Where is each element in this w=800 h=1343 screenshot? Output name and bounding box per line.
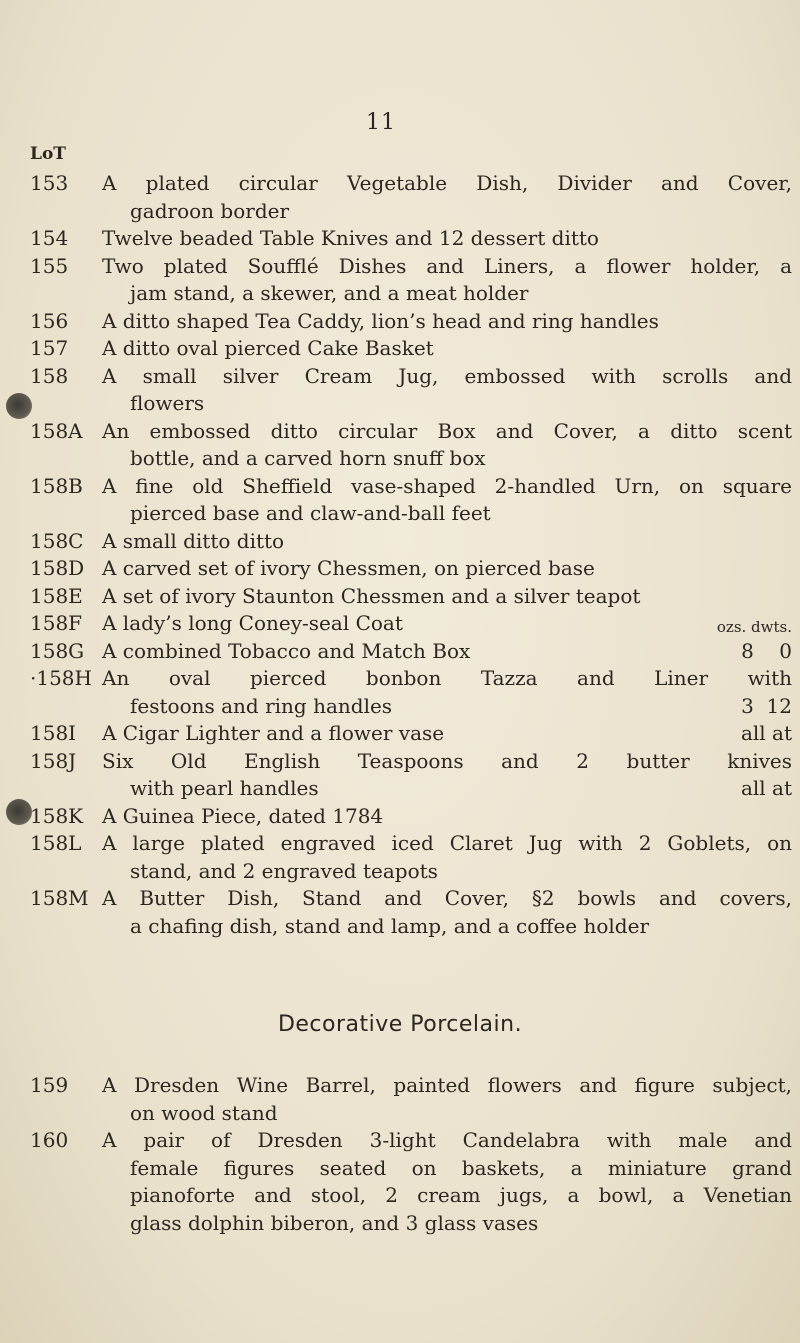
lot-entry <box>30 225 792 253</box>
description-line: A set of ivory Staunton Chessmen and a silver teapot <box>102 583 641 608</box>
lot-weight: all at <box>740 721 792 745</box>
description-line: A ditto shaped Tea Caddy, lion’s head and ring handles <box>102 308 659 333</box>
lot-entry <box>30 748 792 803</box>
lot-number: 158K <box>30 803 84 828</box>
lot-description <box>102 885 792 940</box>
lot-description <box>102 803 792 831</box>
description-line: on wood stand <box>130 1100 278 1125</box>
description-line: A plated circular Vegetable Dish, Divider and Cover, <box>102 171 792 195</box>
lot-entry <box>30 720 792 748</box>
lot-description <box>102 528 792 556</box>
lot-number: 158D <box>30 556 85 580</box>
lot-weight: 3 12 <box>741 693 792 718</box>
lot-description <box>102 748 792 803</box>
description-line: A Guinea Piece, dated 1784 <box>102 803 384 828</box>
description-line: A combined Tobacco and Match Box <box>102 638 471 663</box>
lot-description <box>102 308 792 336</box>
lot-weight: all at <box>740 776 792 800</box>
lot-entry <box>30 1072 792 1127</box>
lot-number: 158I <box>30 721 77 745</box>
page-number: 11 <box>366 110 396 135</box>
lot-number: 156 <box>30 308 69 333</box>
lot-number: ·158H <box>30 666 92 690</box>
lot-entry <box>30 335 792 363</box>
lot-number: 159 <box>30 1073 69 1097</box>
description-line: female figures seated on baskets, a miniature grand <box>130 1155 792 1180</box>
lot-entry <box>30 665 792 720</box>
lot-description <box>102 225 792 253</box>
lot-number: 158C <box>30 528 84 553</box>
lot-description <box>102 1127 792 1237</box>
description-line: A Cigar Lighter and a flower vase <box>102 721 445 745</box>
description-line: flowers <box>130 391 205 415</box>
lot-description <box>102 555 792 583</box>
description-line: An embossed ditto circular Box and Cover, a ditto scent <box>102 418 792 443</box>
description-line: A pair of Dresden 3-light Candelabra with male and <box>102 1128 792 1152</box>
lot-list-silver <box>30 170 792 940</box>
lot-entry <box>30 555 792 583</box>
lot-description <box>102 473 792 528</box>
lot-entry <box>30 830 792 885</box>
description-line: gadroon border <box>130 198 290 223</box>
lot-number: 160 <box>30 1128 69 1152</box>
description-line: with pearl handles <box>130 776 319 800</box>
lot-number: 158G <box>30 638 85 663</box>
lot-column-header: LoT <box>30 144 66 164</box>
lot-weight: ozs. dwts. <box>716 618 792 636</box>
description-line: A ditto oval pierced Cake Basket <box>102 336 434 360</box>
lot-number: 158B <box>30 473 83 498</box>
lot-description <box>102 830 792 885</box>
description-line: A small ditto ditto <box>102 528 285 553</box>
description-line: Two plated Soufflé Dishes and Liners, a flower holder, a <box>102 253 792 278</box>
lot-entry <box>30 170 792 225</box>
punch-hole-bottom <box>6 799 32 825</box>
description-line: a chafing dish, stand and lamp, and a coffee holder <box>130 913 650 938</box>
lot-description <box>102 720 792 748</box>
lot-number: 158J <box>30 748 77 773</box>
lot-number: 158M <box>30 886 89 910</box>
lot-weight: 8 0 <box>741 638 792 663</box>
lot-entry <box>30 803 792 831</box>
lot-number: 158F <box>30 611 83 635</box>
description-line: An oval pierced bonbon Tazza and Liner with <box>102 666 792 690</box>
lot-list-porcelain <box>30 1072 792 1237</box>
description-line: A carved set of ivory Chessmen, on pierced base <box>102 556 595 580</box>
description-line: pianoforte and stool, 2 cream jugs, a bowl, a Venetian <box>130 1183 792 1207</box>
lot-entry <box>30 363 792 418</box>
lot-entry <box>30 473 792 528</box>
description-line: Six Old English Teaspoons and 2 butter knives <box>102 748 792 773</box>
lot-description <box>102 253 792 308</box>
lot-entry <box>30 253 792 308</box>
lot-description <box>102 335 792 363</box>
lot-description <box>102 610 792 638</box>
description-line: jam stand, a skewer, and a meat holder <box>130 281 529 305</box>
lot-number: 158 <box>30 363 69 388</box>
lot-description <box>102 583 792 611</box>
lot-description <box>102 638 792 666</box>
description-line: A Dresden Wine Barrel, painted flowers and figure subject, <box>102 1073 792 1097</box>
description-line: A large plated engraved iced Claret Jug with 2 Goblets, on <box>102 831 792 855</box>
lot-description <box>102 418 792 473</box>
punch-hole-top <box>6 393 32 419</box>
lot-description <box>102 1072 792 1127</box>
lot-description <box>102 170 792 225</box>
lot-number: 157 <box>30 336 69 360</box>
description-line: pierced base and claw-and-ball feet <box>130 501 491 525</box>
description-line: festoons and ring handles <box>130 693 393 718</box>
lot-number: 155 <box>30 253 69 278</box>
lot-description <box>102 665 792 720</box>
description-line: A lady’s long Coney-seal Coat <box>102 611 403 635</box>
description-line: bottle, and a carved horn snuff box <box>130 446 486 470</box>
lot-description <box>102 363 792 418</box>
lot-number: 158E <box>30 583 83 608</box>
description-line: A Butter Dish, Stand and Cover, §2 bowls and covers, <box>102 886 792 910</box>
lot-entry <box>30 610 792 638</box>
description-line: Twelve beaded Table Knives and 12 dessert ditto <box>102 226 599 250</box>
lot-entry <box>30 638 792 666</box>
lot-number: 158L <box>30 831 82 855</box>
description-line: A small silver Cream Jug, embossed with scrolls and <box>102 363 792 388</box>
lot-entry <box>30 418 792 473</box>
section-heading: Decorative Porcelain. <box>277 1012 523 1037</box>
lot-entry <box>30 308 792 336</box>
lot-number: 154 <box>30 226 69 250</box>
lot-entry <box>30 583 792 611</box>
lot-number: 158A <box>30 418 83 443</box>
description-line: stand, and 2 engraved teapots <box>130 858 438 883</box>
lot-entry <box>30 885 792 940</box>
lot-number: 153 <box>30 171 69 195</box>
lot-entry <box>30 528 792 556</box>
description-line: glass dolphin biberon, and 3 glass vases <box>130 1210 539 1235</box>
description-line: A fine old Sheffield vase-shaped 2-handled Urn, on square <box>102 473 792 498</box>
lot-entry <box>30 1127 792 1237</box>
